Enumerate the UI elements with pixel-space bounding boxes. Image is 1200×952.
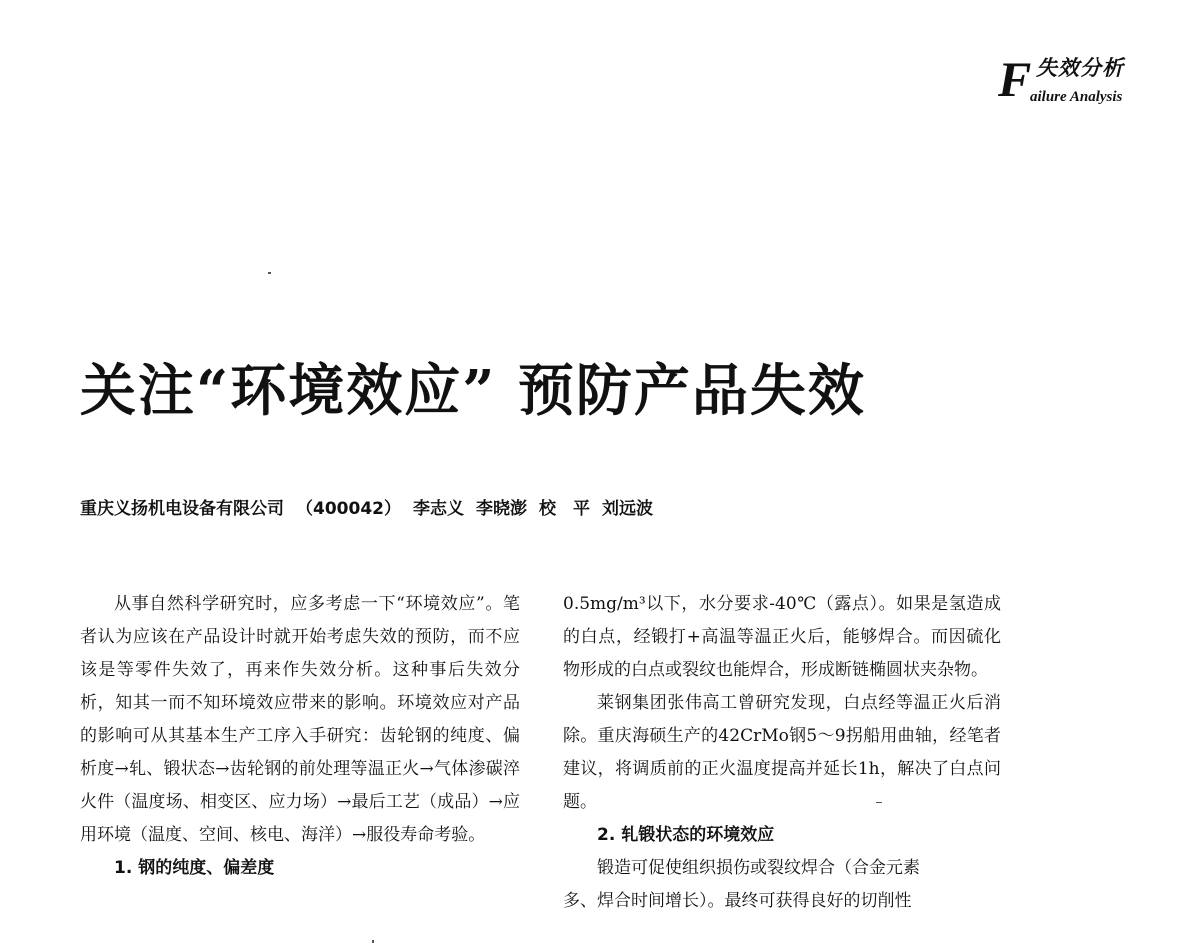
body-paragraph-partial: 多、焊合时间增长）。最终可获得良好的切削性 [563, 891, 912, 911]
body-paragraph: 0.5mg/m³以下，水分要求-40℃（露点）。如果是氢造成的白点，经锻打+高温等温正火后，能够焊合。而因硫化物形成的白点或裂纹也能焊合，形成断链椭圆状夹杂物。 [563, 594, 1001, 680]
byline-author: 刘远波 [601, 499, 653, 519]
article-byline [80, 497, 653, 521]
body-paragraph: 从事自然科学研究时，应多考虑一下“环境效应”。笔者认为应该在产品设计时就开始考虑失效的预防，而不应该是等零件失效了，再来作失效分析。这种事后失效分析，知其一而不知环境效应带来的影响。环境效应对产品的影响可从其基本生产工序入手研究：齿轮钢的纯度、偏析度→轧、锻状态→齿轮钢的前处理等温正火→气体渗碳淬火件（温度场、相变区、应力场）→最后工艺（成品）→应用环境（温度、空间、核电、海洋）→服役寿命考验。 [80, 594, 520, 845]
byline-author: 李志义 [412, 499, 464, 519]
section-heading: 2. 轧锻状态的环境效应 [597, 825, 775, 845]
section-logo [998, 52, 1158, 112]
logo-chinese-text: 失效分析 [1036, 55, 1124, 80]
logo-letter: F [998, 51, 1032, 107]
byline-author: 校 平 [538, 499, 590, 519]
body-paragraph: 莱钢集团张伟高工曾研究发现，白点经等温正火后消除。重庆海硕生产的42CrMo钢5～9拐船用曲轴，经笔者建议，将调质前的正火温度提高并延长1h，解决了白点问题。 [563, 693, 1001, 812]
body-paragraph: 锻造可促使组织损伤或裂纹焊合（合金元素 [597, 858, 920, 878]
scan-speck [268, 272, 271, 274]
left-column [80, 588, 520, 885]
logo-english-text: ailure Analysis [1030, 89, 1123, 105]
scan-speck [372, 940, 374, 943]
byline-company: 重庆义扬机电设备有限公司 [80, 499, 284, 519]
byline-postcode: （400042） [296, 499, 401, 519]
section-heading: 1. 钢的纯度、偏差度 [114, 858, 275, 878]
byline-author: 李晓澎 [475, 499, 527, 519]
right-column [563, 588, 1001, 918]
article-title: 关注“环境效应” 预防产品失效 [80, 358, 866, 424]
